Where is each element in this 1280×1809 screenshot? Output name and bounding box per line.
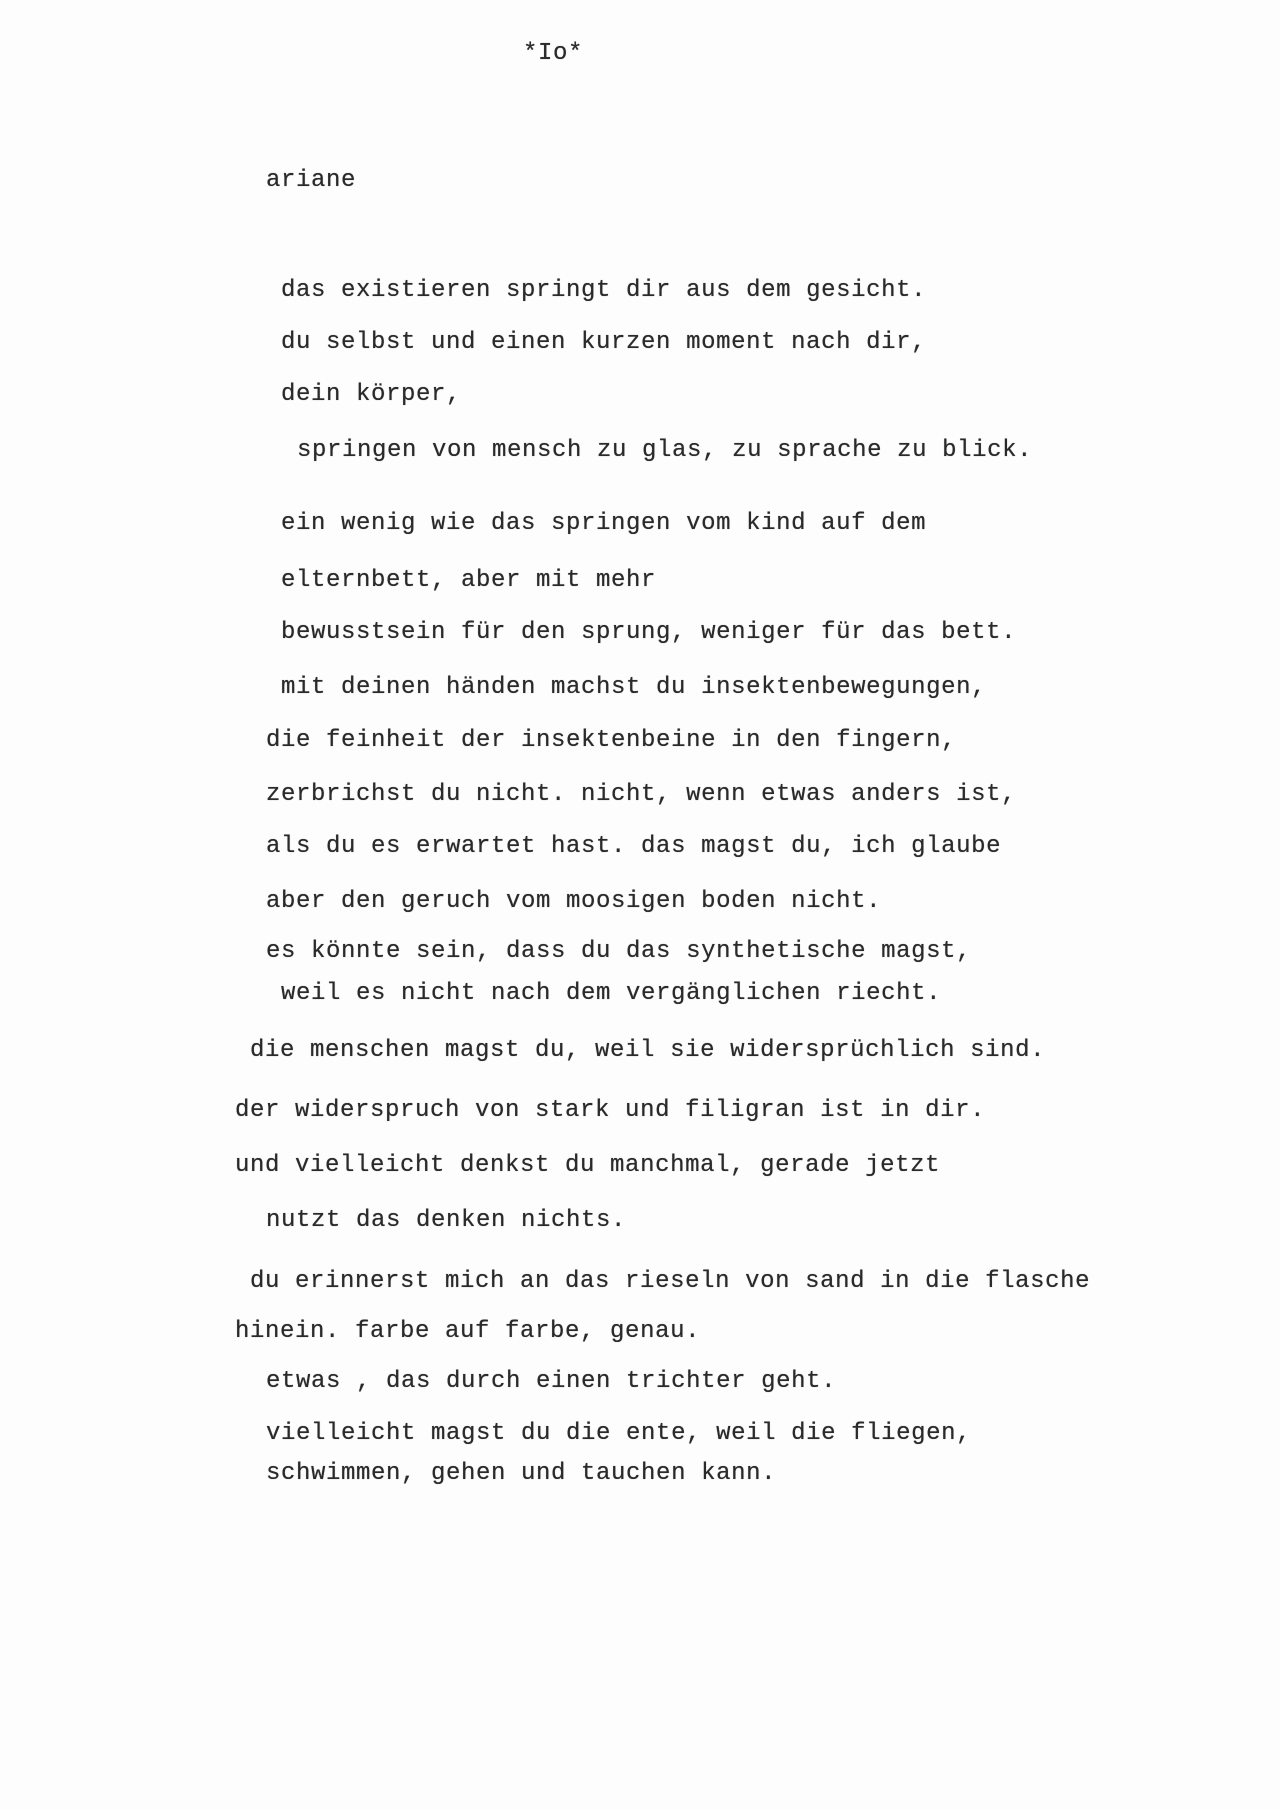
poem-line: weil es nicht nach dem vergänglichen riecht. (281, 980, 942, 1007)
poem-line: aber den geruch vom moosigen boden nicht. (266, 888, 882, 915)
poem-line: die menschen magst du, weil sie widersprüchlich sind. (250, 1037, 1046, 1064)
poem-line: und vielleicht denkst du manchmal, gerade jetzt (235, 1152, 941, 1179)
poem-line: schwimmen, gehen und tauchen kann. (266, 1460, 777, 1487)
poem-line: bewusstsein für den sprung, weniger für das bett. (281, 619, 1017, 646)
poem-title: ariane (266, 167, 357, 194)
poem-line: du selbst und einen kurzen moment nach dir, (281, 329, 927, 356)
poem-line: dein körper, (281, 381, 462, 408)
poem-line: elternbett, aber mit mehr (281, 567, 657, 594)
poem-line: es könnte sein, dass du das synthetische magst, (266, 938, 972, 965)
poem-line: mit deinen händen machst du insektenbewegungen, (281, 674, 987, 701)
poem-line: etwas , das durch einen trichter geht. (266, 1368, 837, 1395)
poem-line: als du es erwartet hast. das magst du, ich glaube (266, 833, 1002, 860)
poem-line: vielleicht magst du die ente, weil die fliegen, (266, 1420, 972, 1447)
poem-line: zerbrichst du nicht. nicht, wenn etwas anders ist, (266, 781, 1017, 808)
poem-line: das existieren springt dir aus dem gesicht. (281, 277, 927, 304)
poem-line: ein wenig wie das springen vom kind auf dem (281, 510, 927, 537)
poem-line: nutzt das denken nichts. (266, 1207, 627, 1234)
poem-line: der widerspruch von stark und filigran ist in dir. (235, 1097, 986, 1124)
page-number: *Io* (523, 40, 584, 67)
poem-line: hinein. farbe auf farbe, genau. (235, 1318, 701, 1345)
poem-line: springen von mensch zu glas, zu sprache zu blick. (297, 437, 1033, 464)
poem-line: die feinheit der insektenbeine in den fingern, (266, 727, 957, 754)
poem-line: du erinnerst mich an das rieseln von sand in die flasche (250, 1268, 1091, 1295)
